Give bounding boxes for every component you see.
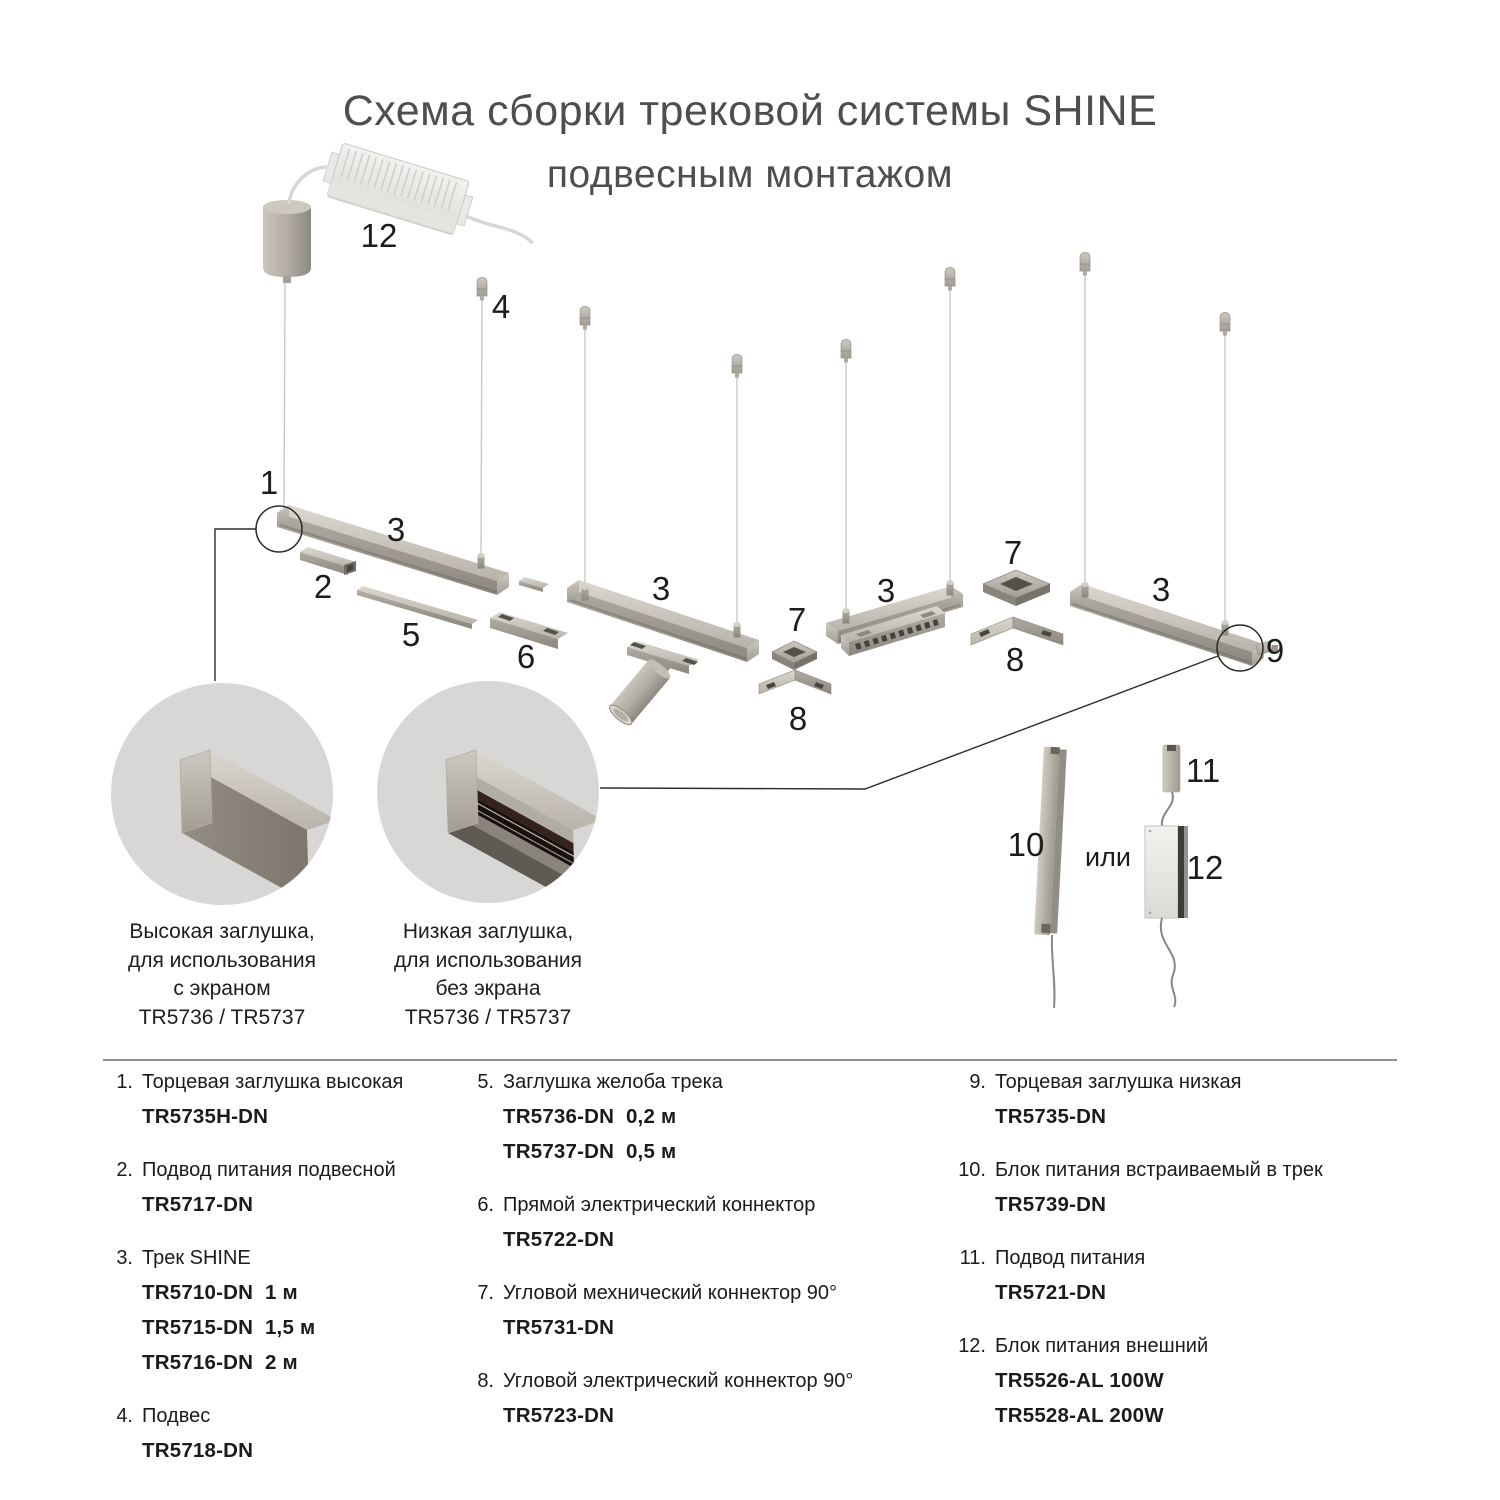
corner-elec-connector-middle: [759, 670, 831, 694]
callout-circle-low-cap: [377, 681, 603, 903]
suspension-fittings: [477, 253, 1230, 378]
legend-item-6: 6. Прямой электрический коннектор TR5722-DN: [477, 1194, 816, 1251]
label-6: 6: [516, 638, 536, 675]
divider-line: [103, 1059, 1397, 1061]
label-12-bottom: 12: [1186, 849, 1224, 886]
legend-item-8: 8. Угловой электрический коннектор 90° TR5723-DN: [477, 1370, 854, 1427]
label-3b: 3: [651, 570, 671, 607]
legend-item-12: 12. Блок питания внешний TR5526-AL 100W TR5528-AL 200W: [958, 1335, 1209, 1427]
title-line-2: подвесным монтажом: [546, 153, 954, 196]
label-9: 9: [1265, 632, 1285, 669]
legend-item-2: 2. Подвод питания подвесной TR5717-DN: [116, 1159, 396, 1216]
title-line-1: Схема сборки трековой системы SHINE: [342, 87, 1158, 135]
legend-column-3: [946, 1070, 1406, 1457]
label-3c: 3: [876, 572, 896, 609]
callout-circle-high-cap: [111, 683, 337, 905]
label-3d: 3: [1151, 571, 1171, 608]
mini-coupler: [519, 577, 549, 592]
legend-item-5: 5. Заглушка желоба трека TR5736-DN 0,2 м TR5737-DN 0,5 м: [477, 1071, 723, 1163]
spotlight-fixture: [607, 641, 699, 728]
suspension-fitting-icon: [477, 278, 487, 301]
legend-item-3: 3. Трек SHINE TR5710-DN 1 м TR5715-DN 1,5 м TR5716-DN 2 м: [116, 1247, 316, 1374]
callout-high-cap-caption: Высокая заглушка, для использования с экраном TR5736 / TR5737: [127, 920, 317, 1029]
legend-item-4: 4. Подвес TR5718-DN: [116, 1405, 254, 1462]
canopy-cable: [284, 281, 285, 514]
legend-item-10: 10. Блок питания встраиваемый в трек TR5739-DN: [958, 1159, 1323, 1216]
corner-mech-connector-right: [983, 570, 1050, 606]
label-10: 10: [1007, 826, 1045, 863]
label-8b: 8: [1005, 641, 1025, 678]
legend-column-2: [468, 1070, 938, 1457]
callout-connector-lines: [215, 529, 1221, 789]
label-2: 2: [313, 568, 333, 605]
track-post: [478, 553, 485, 569]
legend-item-7: 7. Угловой мехнический коннектор 90° TR5731-DN: [477, 1282, 838, 1339]
legend-item-1: 1. Торцевая заглушка высокая TR5735H-DN: [116, 1071, 404, 1128]
label-or: или: [1085, 842, 1131, 872]
label-7b: 7: [1003, 534, 1023, 571]
legend-column-1: [103, 1070, 463, 1492]
legend-item-9: 9. Торцевая заглушка низкая TR5735-DN: [969, 1071, 1242, 1128]
corner-mech-connector-middle: [772, 641, 817, 670]
external-psu-top: [289, 141, 533, 243]
label-8a: 8: [788, 700, 808, 737]
callout-low-cap-caption: Низкая заглушка, для использования без экрана TR5736 / TR5737: [393, 920, 583, 1029]
psu-builtin-track: [1034, 747, 1067, 1008]
label-3a: 3: [386, 511, 406, 548]
label-11: 11: [1185, 752, 1221, 789]
label-7a: 7: [787, 601, 807, 638]
external-psu-bottom: [1145, 826, 1188, 1007]
legend-item-11: 11. Подвод питания TR5721-DN: [959, 1247, 1146, 1304]
label-1: 1: [259, 464, 279, 501]
power-feed: [1162, 745, 1180, 826]
label-12-top: 12: [360, 217, 398, 254]
label-5: 5: [401, 616, 421, 653]
label-4: 4: [491, 288, 511, 325]
canopy-cylinder: [263, 200, 311, 283]
